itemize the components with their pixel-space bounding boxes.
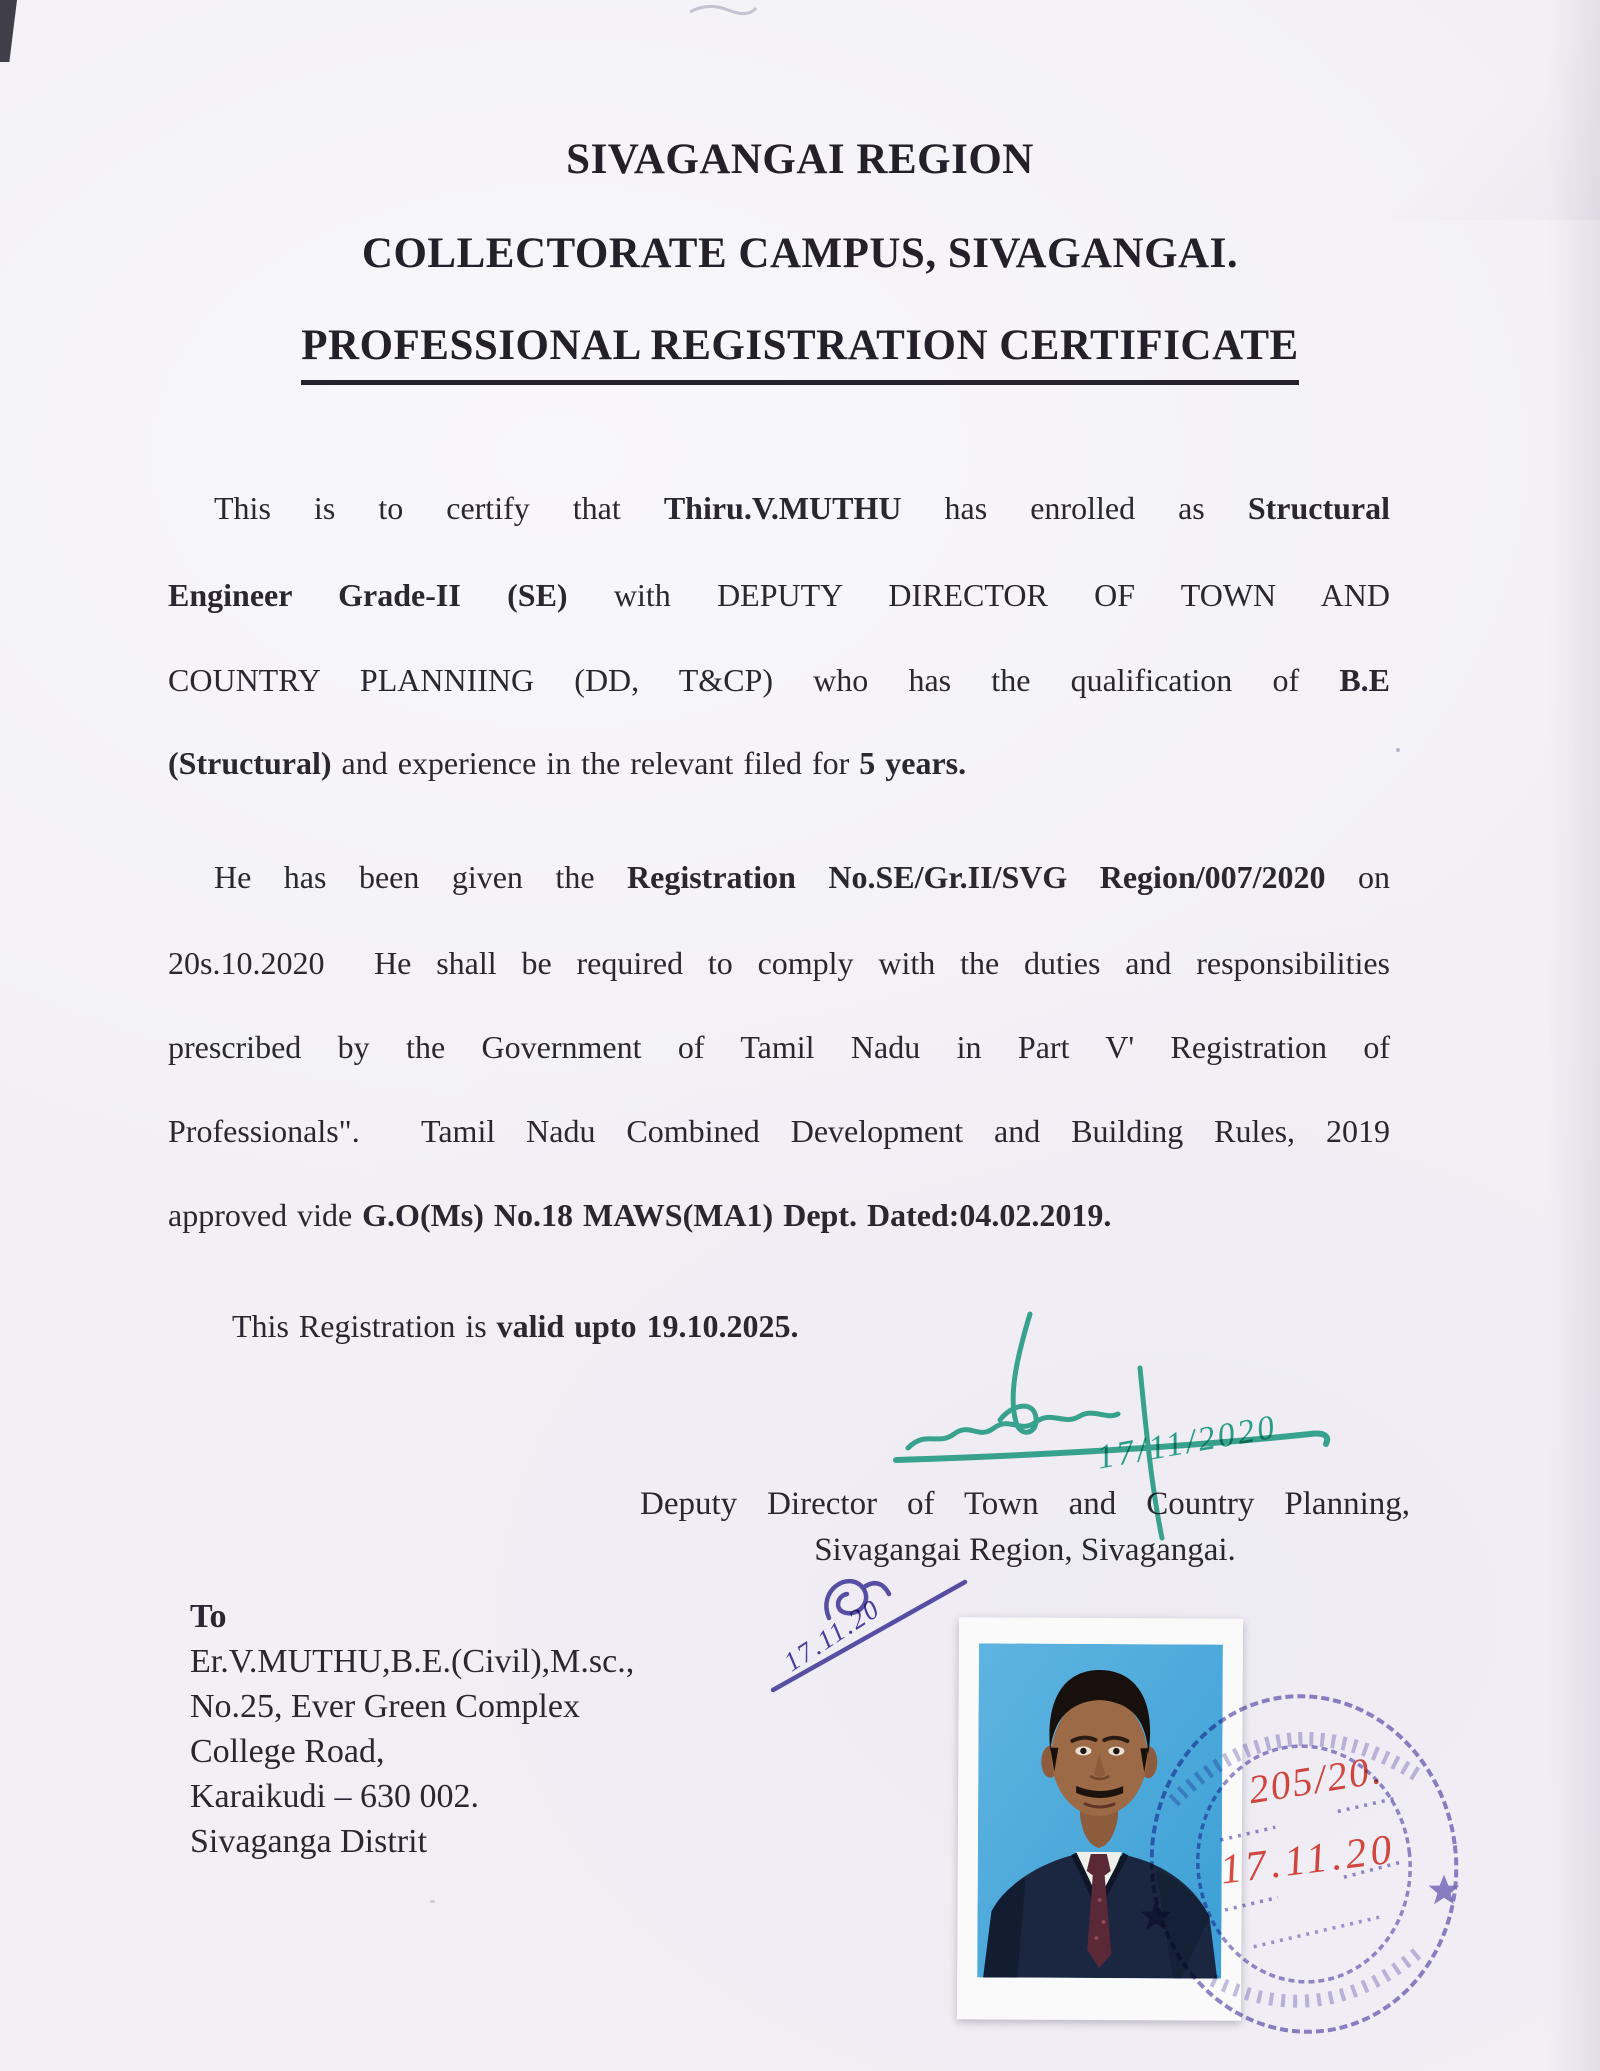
text-run: Structural [1247, 490, 1391, 526]
text-run: This Registration is [232, 1308, 497, 1344]
campus-title: COLLECTORATE CAMPUS, SIVAGANGAI. [361, 230, 1239, 277]
paragraph-line [168, 1194, 1390, 1236]
address-line: Sivaganga Distrit [190, 1823, 428, 1860]
signature-date-handwritten: 17/11/2020 [1094, 1408, 1281, 1477]
initials-ink [765, 1552, 985, 1712]
address-line: Karaikudi – 630 002. [190, 1778, 479, 1815]
paragraph-line [168, 1026, 1390, 1068]
text-run: He has been given the [214, 859, 628, 895]
paragraph-line [168, 1110, 1390, 1152]
stamp-date-handwritten: 17.11.20 [1217, 1826, 1399, 1894]
address-line: College Road, [190, 1733, 385, 1770]
text-run: Engineer Grade-II (SE) [168, 577, 568, 613]
address-line: No.25, Ever Green Complex [190, 1688, 580, 1725]
paragraph-line [168, 487, 1390, 529]
paper-fleck [430, 1900, 435, 1903]
text-run: approved vide [168, 1197, 363, 1233]
certificate-title-text: PROFESSIONAL REGISTRATION CERTIFICATE [301, 318, 1298, 385]
text-run: (Structural) [168, 745, 332, 781]
signatory-designation: Deputy Director of Town and Country Planning, [640, 1486, 1410, 1522]
text-run: G.O(Ms) No.18 MAWS(MA1) Dept. Dated:04.02.2019. [362, 1197, 1112, 1233]
scan-smudge [688, 0, 758, 16]
address-to-label: To [190, 1598, 227, 1635]
text-run: Professionals". Tamil Nadu Combined Development and Building Rules, 2019 [168, 1113, 1390, 1149]
scan-corner-artifact [0, 0, 17, 62]
address-line: Er.V.MUTHU,B.E.(Civil),M.sc., [190, 1643, 635, 1680]
text-run: with DEPUTY DIRECTOR OF TOWN AND [567, 577, 1391, 613]
text-run: on [1325, 859, 1391, 895]
signatory-office: Sivagangai Region, Sivagangai. [814, 1532, 1236, 1568]
stamp-register-number-handwritten: 205/20. [1245, 1746, 1386, 1813]
text-run: prescribed by the Government of Tamil Nadu in Part V' Registration of [168, 1029, 1390, 1065]
text-run: and experience in the relevant filed for [331, 745, 860, 781]
text-run: Thiru.V.MUTHU [663, 490, 902, 526]
text-run: B.E [1339, 662, 1390, 698]
text-run: valid upto 19.10.2025. [496, 1308, 799, 1344]
text-run: COUNTRY PLANNIING (DD, T&CP) who has the qualification of [168, 662, 1340, 698]
text-run: has enrolled as [901, 490, 1248, 526]
paragraph-line [168, 742, 1390, 784]
text-run: 5 years. [859, 745, 967, 781]
paragraph-line [168, 942, 1390, 984]
region-title: SIVAGANGAI REGION [566, 136, 1034, 183]
text-run: This is to certify that [214, 490, 664, 526]
paragraph-line [168, 856, 1390, 898]
paragraph-line [168, 659, 1390, 701]
paragraph-line [168, 574, 1390, 616]
recipient-address-block [190, 1594, 634, 1864]
certificate-title [0, 318, 1600, 385]
text-run: 20s.10.2020 He shall be required to comply with the duties and responsibilities [168, 945, 1390, 981]
paper-crease [1548, 0, 1600, 2071]
text-run: Registration No.SE/Gr.II/SVG Region/007/2020 [627, 859, 1326, 895]
paper-fleck [1396, 748, 1400, 752]
initials-date-handwritten: 17.11.20 [778, 1592, 886, 1678]
